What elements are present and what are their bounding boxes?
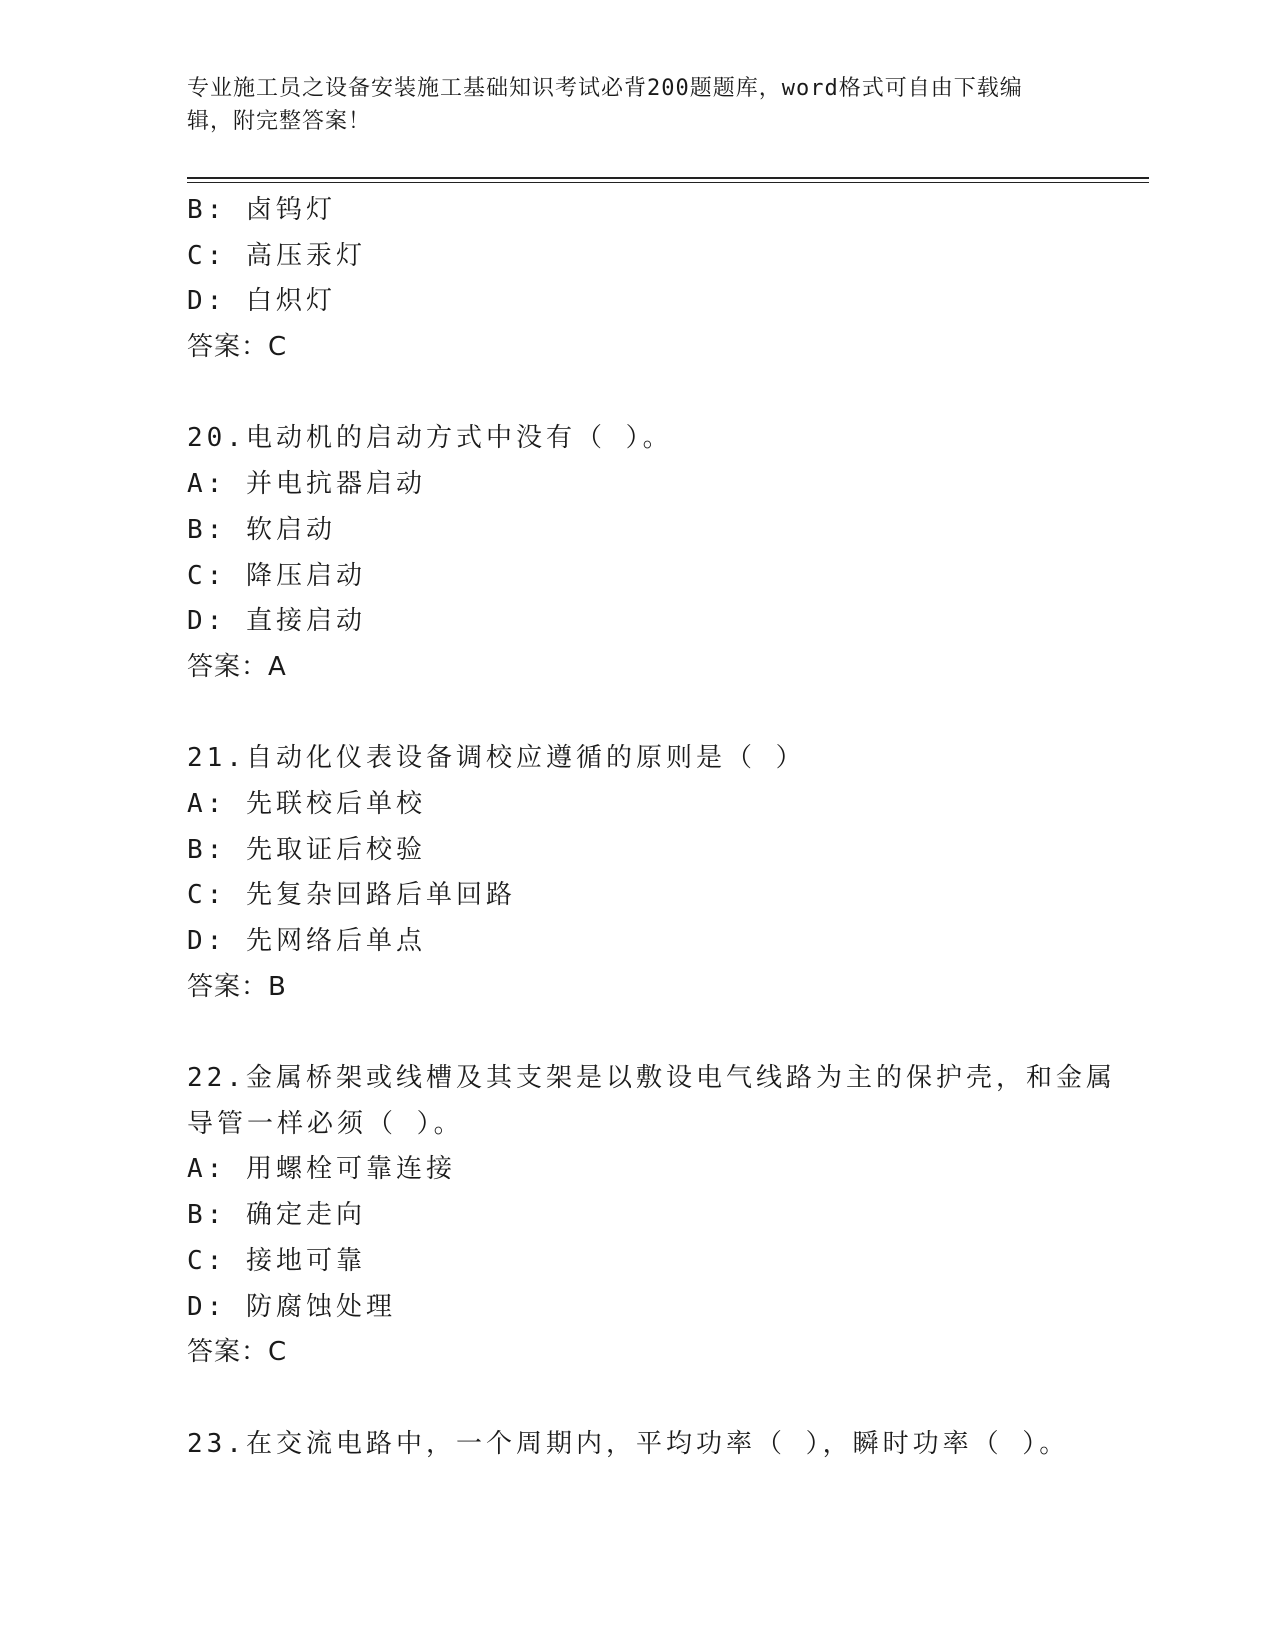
option-d: D: 防腐蚀处理 bbox=[187, 1291, 396, 1322]
header-title: 专业施工员之设备安装施工基础知识考试必背200题题库，word格式可自由下载编辑，附完整答案！ bbox=[187, 76, 1023, 134]
option-c: C: 高压汞灯 bbox=[187, 240, 366, 271]
question-stem: 20.电动机的启动方式中没有（ ）。 bbox=[187, 423, 673, 454]
answer-line: 答案：A bbox=[187, 651, 287, 682]
option-a: A: 并电抗器启动 bbox=[187, 469, 426, 500]
question-block-23 bbox=[187, 1422, 1087, 1468]
option-d: D: 直接启动 bbox=[187, 606, 366, 637]
option-c: C: 接地可靠 bbox=[187, 1245, 366, 1276]
option-d: D: 先网络后单点 bbox=[187, 926, 426, 956]
option-a: A: 用螺栓可靠连接 bbox=[187, 1154, 456, 1185]
option-b: B: 卤钨灯 bbox=[187, 195, 336, 225]
header-divider-thick bbox=[187, 177, 1149, 179]
question-block-21 bbox=[187, 736, 1087, 1010]
spacer bbox=[187, 691, 1087, 737]
option-c: C: 先复杂回路后单回路 bbox=[187, 880, 516, 911]
question-block-20 bbox=[187, 416, 1087, 690]
spacer bbox=[187, 1376, 1087, 1422]
spacer bbox=[187, 1010, 1087, 1056]
answer-line: 答案：C bbox=[187, 332, 288, 363]
option-b: B: 先取证后校验 bbox=[187, 834, 426, 865]
option-a: A: 先联校后单校 bbox=[187, 788, 426, 819]
option-d: D: 白炽灯 bbox=[187, 286, 336, 317]
option-b: B: 软启动 bbox=[187, 514, 336, 545]
question-stem-line-2: 导管一样必须（ ）。 bbox=[187, 1108, 464, 1139]
document-header bbox=[187, 72, 1067, 138]
question-stem: 23.在交流电路中，一个周期内，平均功率（ ），瞬时功率（ ）。 bbox=[187, 1428, 1070, 1459]
question-stem: 21.自动化仪表设备调校应遵循的原则是（ ） bbox=[187, 743, 806, 774]
answer-line: 答案：B bbox=[187, 971, 287, 1002]
question-content bbox=[187, 188, 1116, 1467]
question-block-19 bbox=[187, 188, 1087, 371]
answer-line: 答案：C bbox=[187, 1337, 288, 1368]
spacer bbox=[187, 371, 1087, 417]
question-block-22 bbox=[187, 1056, 1116, 1376]
question-stem-line-1: 22.金属桥架或线槽及其支架是以敷设电气线路为主的保护壳，和金属 bbox=[187, 1063, 1116, 1094]
header-divider-thin bbox=[187, 182, 1149, 183]
option-c: C: 降压启动 bbox=[187, 560, 366, 591]
option-b: B: 确定走向 bbox=[187, 1200, 366, 1231]
